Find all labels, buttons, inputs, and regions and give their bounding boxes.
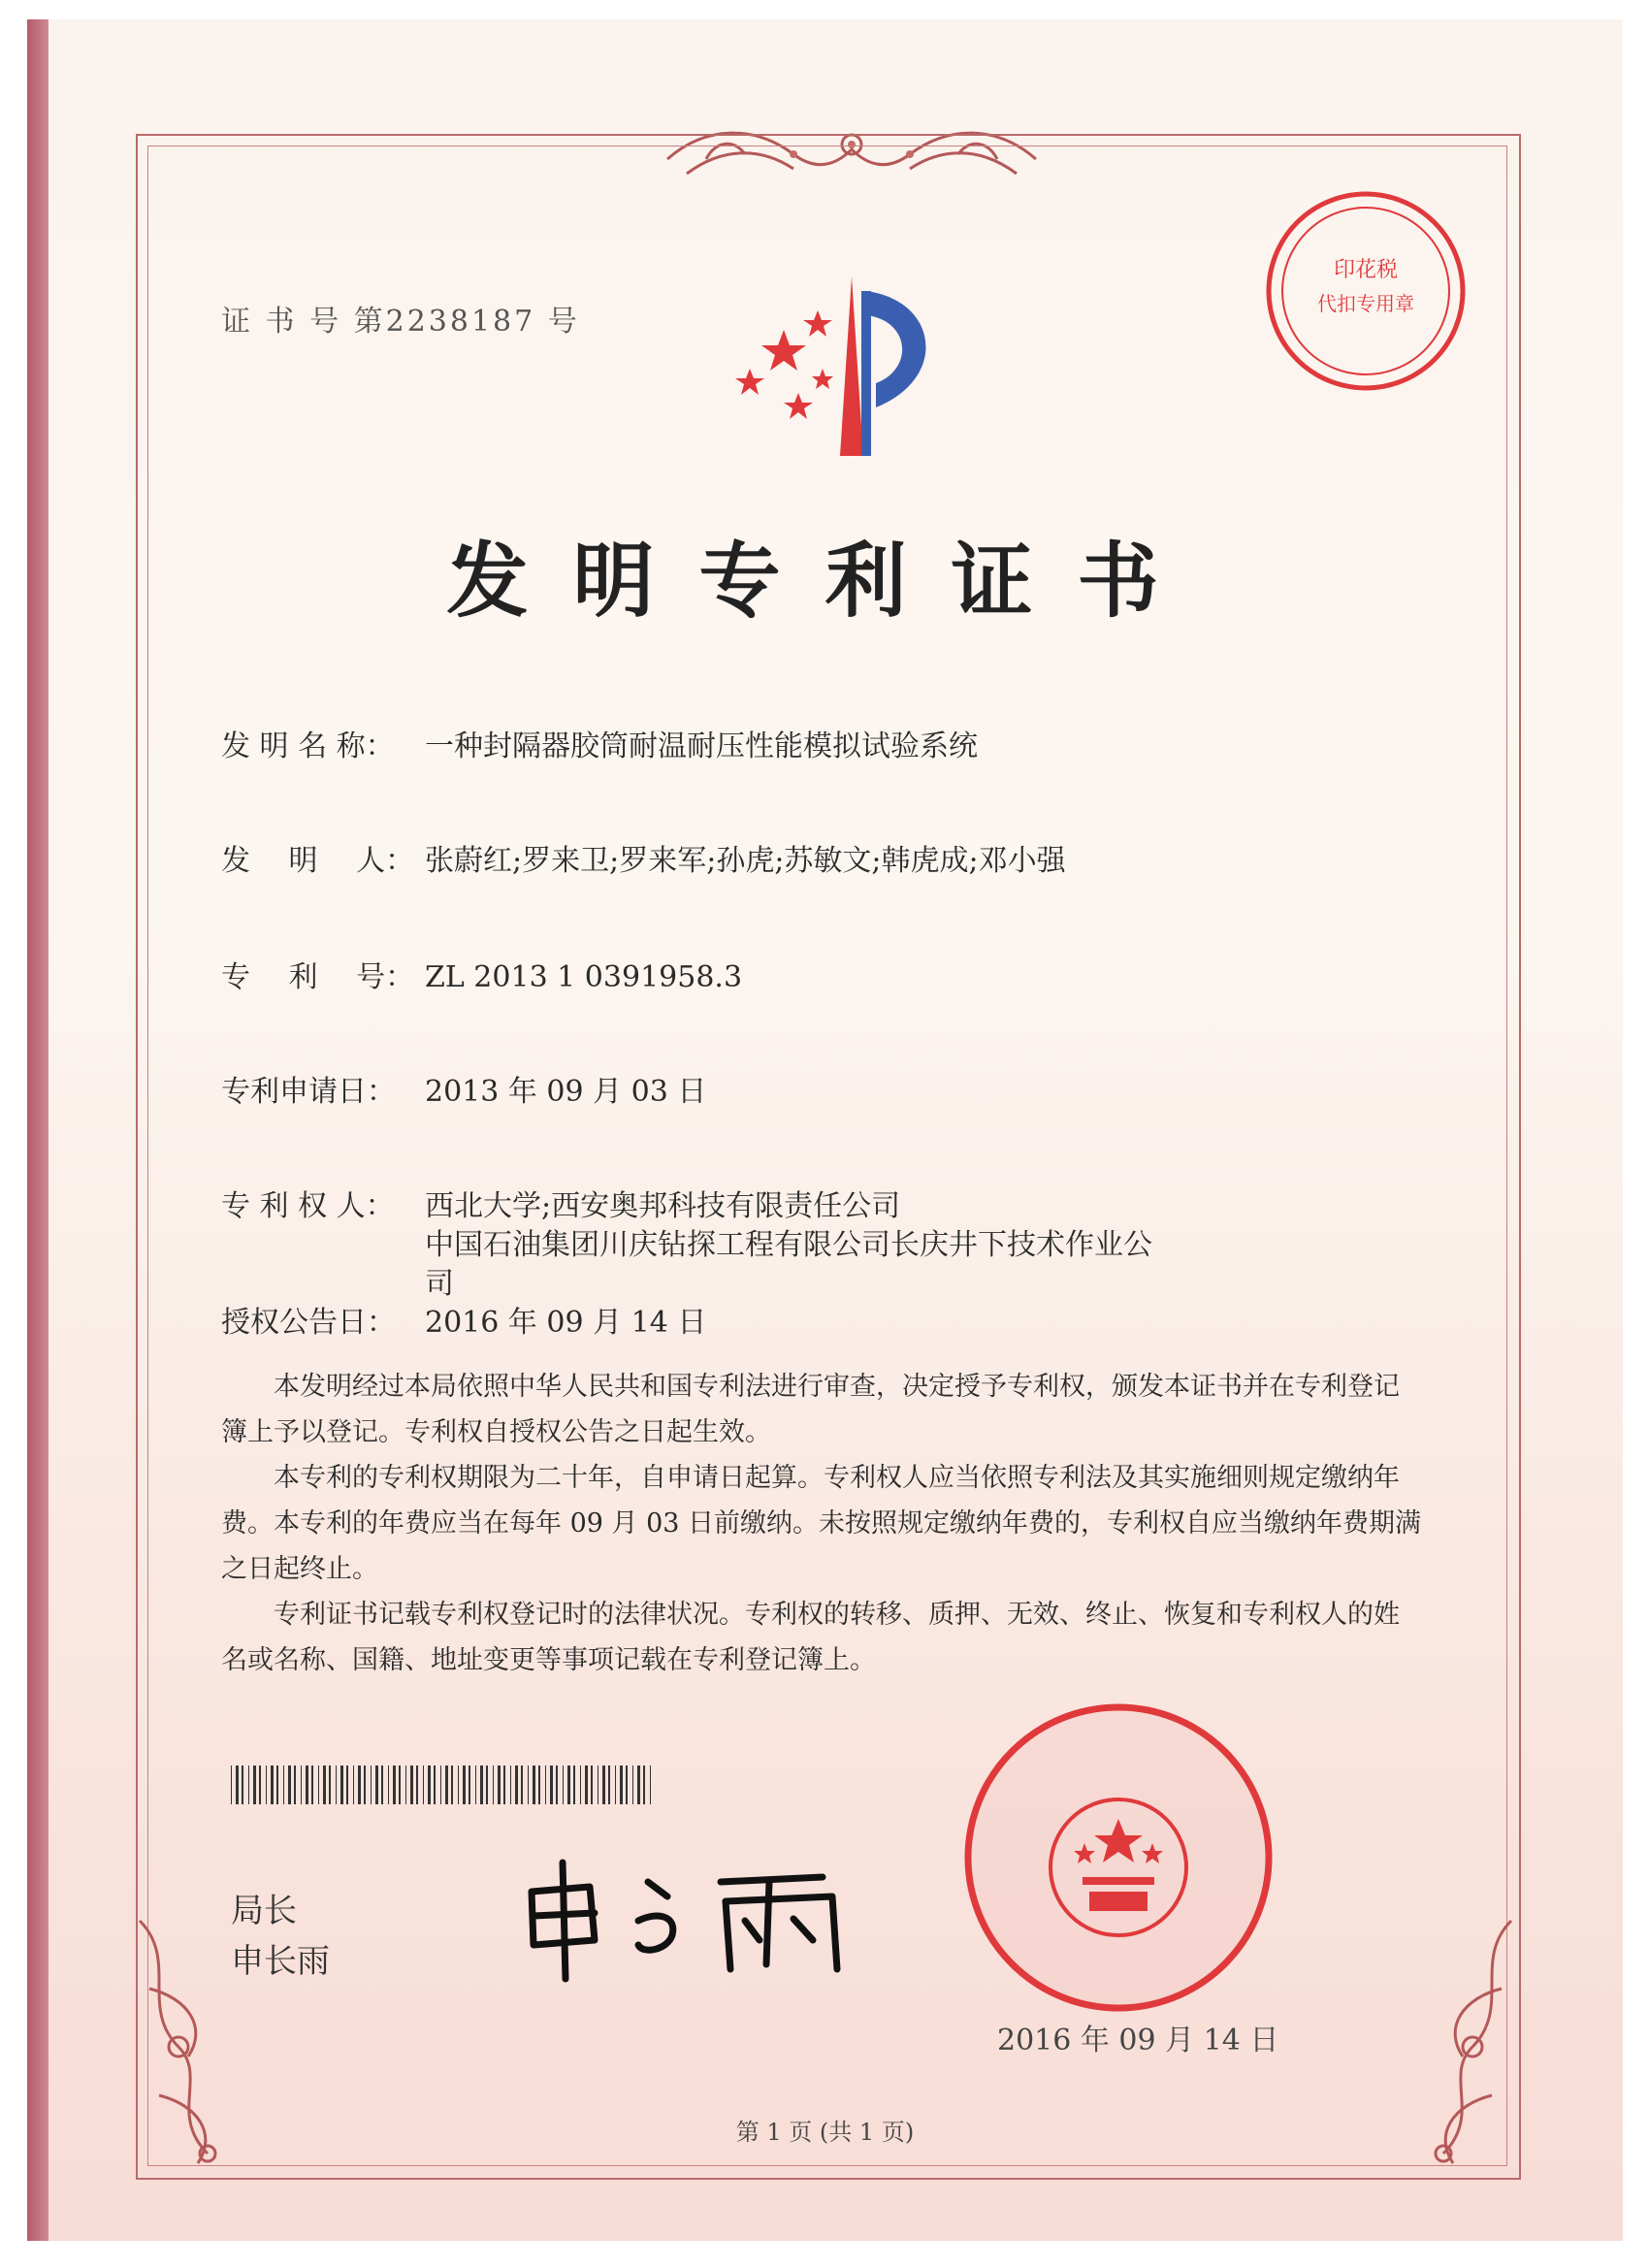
page-number: 第 1 页 (共 1 页) <box>735 2119 915 2146</box>
patent-number-label: 专 利 号： <box>221 960 415 994</box>
legal-paragraph-2: 本专利的专利权期限为二十年，自申请日起算。专利权人应当依照专利法及其实施细则规定缴纳年费。本专利的年费应当在每年 09 月 03 日前缴纳。未按照规定缴纳年费的，专利权自应当缴纳年费期满之日起终止。 <box>221 1463 1422 1584</box>
seal-date: 2016 年 09 月 14 日 <box>997 2024 1279 2057</box>
legal-paragraph-1: 本发明经过本局依照中华人民共和国专利法进行审查，决定授予专利权，颁发本证书并在专利登记簿上予以登记。专利权自授权公告之日起生效。 <box>221 1372 1400 1447</box>
tax-stamp <box>1259 184 1472 398</box>
patentee-value-line3: 司 <box>425 1267 454 1301</box>
grant-date-row <box>221 1298 706 1341</box>
inventor-row <box>221 836 1066 879</box>
certificate-title: 发明专利证书 <box>446 533 1204 629</box>
patent-number-value: ZL 2013 1 0391958.3 <box>425 960 743 994</box>
filing-date-value: 2013 年 09 月 03 日 <box>425 1075 707 1109</box>
patent-office-logo-icon <box>706 262 968 475</box>
legal-paragraph-3: 专利证书记载专利权登记时的法律状况。专利权的转移、质押、无效、终止、恢复和专利权人的姓名或名称、国籍、地址变更等事项记载在专利登记簿上。 <box>221 1600 1400 1675</box>
patentee-value-line2: 中国石油集团川庆钻探工程有限公司长庆井下技术作业公 <box>425 1228 1152 1262</box>
grant-date-value: 2016 年 09 月 14 日 <box>425 1306 707 1340</box>
inventor-value: 张蔚红;罗来卫;罗来军;孙虎;苏敏文;韩虎成;邓小强 <box>425 844 1066 878</box>
director-title: 局长 <box>231 1892 297 1930</box>
bottom-right-ornament <box>1385 1901 1531 2192</box>
director-signature <box>512 1843 881 1989</box>
filing-date-row <box>221 1067 706 1110</box>
invention-name-label: 发 明 名 称： <box>221 729 395 763</box>
filing-date-label: 专利申请日： <box>221 1075 396 1109</box>
grant-date-label: 授权公告日： <box>221 1306 396 1340</box>
invention-name-row <box>221 722 978 764</box>
invention-name-value: 一种封隔器胶筒耐温耐压性能模拟试验系统 <box>425 729 978 763</box>
certificate-number: 证 书 号 第2238187 号 <box>221 305 580 339</box>
svg-text:代扣专用章: 代扣专用章 <box>1317 292 1414 315</box>
inventor-label: 发 明 人： <box>221 844 415 878</box>
svg-text:印花税: 印花税 <box>1333 258 1399 282</box>
director-name: 申长雨 <box>231 1942 330 1981</box>
patentee-value-line1: 西北大学;西安奥邦科技有限责任公司 <box>425 1189 901 1223</box>
left-edge-strip <box>27 19 48 2241</box>
certificate-sheet <box>27 19 1623 2241</box>
barcode <box>231 1766 658 1804</box>
patentee-label: 专 利 权 人： <box>221 1189 395 1223</box>
legal-text <box>221 1364 1424 1683</box>
patent-number-row <box>221 953 742 995</box>
official-seal <box>958 1698 1278 2018</box>
patentee-row <box>221 1182 900 1224</box>
